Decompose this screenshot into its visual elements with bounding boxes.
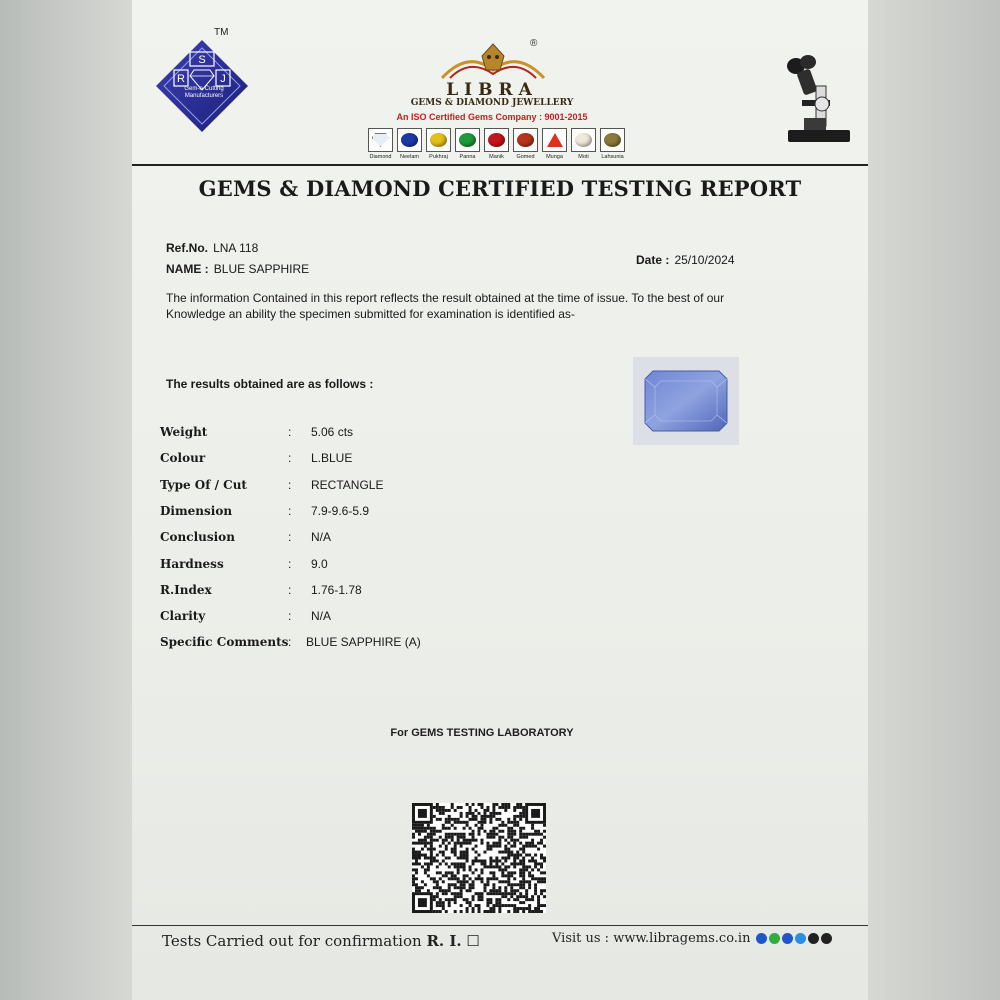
instagram-icon[interactable]	[821, 933, 832, 944]
field-value-colour: L.BLUE	[311, 451, 353, 465]
field-label-r-index: R.Index	[160, 583, 212, 597]
telegram-icon[interactable]	[795, 933, 806, 944]
field-colon: :	[288, 583, 292, 597]
diamond-icon	[368, 128, 393, 152]
gem-label: Lahsunia	[601, 154, 624, 160]
website-link[interactable]: Visit us : www.libragems.co.in	[552, 931, 751, 946]
certificate-page	[132, 0, 868, 1000]
background-right	[868, 0, 1000, 1000]
gem-panna	[455, 128, 480, 160]
field-colon: :	[288, 635, 292, 649]
registered-mark: ®	[530, 38, 538, 49]
lab-signature-label: For GEMS TESTING LABORATORY	[390, 727, 574, 739]
name-value: BLUE SAPPHIRE	[213, 262, 310, 276]
header-rule	[132, 164, 868, 166]
name-label: NAME :	[166, 262, 209, 276]
gem-label: Moti	[578, 154, 589, 160]
trademark-symbol: TM	[214, 27, 229, 38]
gem-diamond	[368, 128, 393, 160]
gem-gomed	[513, 128, 538, 160]
date-label: Date :	[636, 253, 670, 267]
footer-rule	[132, 925, 868, 926]
field-colon: :	[288, 478, 292, 492]
background-left	[0, 0, 132, 1000]
ref-value: LNA 118	[213, 241, 259, 255]
field-value-hardness: 9.0	[311, 557, 328, 571]
moti-icon	[571, 128, 596, 152]
libra-subtitle: GEMS & DIAMOND JEWELLERY	[410, 98, 574, 108]
gem-label: Gomed	[516, 154, 535, 160]
field-value-clarity: N/A	[311, 609, 332, 623]
field-label-conclusion: Conclusion	[160, 530, 235, 544]
panna-icon	[455, 128, 480, 152]
field-colon: :	[288, 425, 292, 439]
field-label-colour: Colour	[160, 451, 206, 465]
report-date	[636, 249, 735, 268]
gem-label: Neelam	[400, 154, 419, 160]
field-value-conclusion: N/A	[311, 530, 332, 544]
blue-sapphire-image	[643, 369, 729, 433]
gem-label: Munga	[546, 154, 563, 160]
field-label-clarity: Clarity	[160, 609, 206, 623]
gemstone-photo	[633, 357, 739, 445]
qr-code-icon[interactable]	[412, 803, 546, 913]
field-label-type-of-cut: Type Of / Cut	[160, 478, 247, 492]
gem-label: Diamond	[369, 154, 392, 160]
field-colon: :	[288, 451, 292, 465]
twitter-icon[interactable]	[782, 933, 793, 944]
field-colon: :	[288, 609, 292, 623]
field-value-dimension: 7.9-9.6-5.9	[311, 504, 370, 518]
facebook-icon[interactable]	[756, 933, 767, 944]
social-icons	[756, 933, 832, 944]
libra-brand-name: LIBRA	[446, 80, 538, 100]
gem-label: Pukhraj	[429, 154, 448, 160]
field-label-dimension: Dimension	[160, 504, 233, 518]
gem-moti	[571, 128, 596, 160]
field-label-hardness: Hardness	[160, 557, 224, 571]
gem-lahsunia	[600, 128, 625, 160]
results-heading: The results obtained are as follows :	[166, 377, 374, 391]
field-value-r-index: 1.76-1.78	[311, 583, 362, 597]
field-value-weight: 5.06 cts	[311, 425, 354, 439]
gomed-icon	[513, 128, 538, 152]
specimen-name	[166, 258, 309, 277]
gem-label: Panna	[459, 154, 476, 160]
gem-manik	[484, 128, 509, 160]
gem-neelam	[397, 128, 422, 160]
youtube-icon[interactable]	[808, 933, 819, 944]
field-label-weight: Weight	[160, 425, 208, 439]
field-colon: :	[288, 557, 292, 571]
srj-letter-s: S	[198, 54, 206, 66]
manik-icon	[484, 128, 509, 152]
field-colon: :	[288, 504, 292, 518]
srj-caption: Gem-n-Cutting Manufacturers	[184, 86, 224, 99]
intro-paragraph: The information Contained in this report reflects the result obtained at the time of issue. To the best of our Knowledge an ability the specimen submitted for examination is identified as-	[166, 291, 725, 321]
munga-icon	[542, 128, 567, 152]
srj-letter-j: J	[220, 73, 226, 85]
whatsapp-icon[interactable]	[769, 933, 780, 944]
gem-label: Manik	[489, 154, 504, 160]
checkbox-icon: ☐	[466, 932, 480, 950]
srj-letter-r: R	[177, 73, 185, 85]
iso-certification-text: An ISO Certified Gems Company : 9001-2015	[396, 112, 588, 122]
field-value-specific-comments: BLUE SAPPHIRE (A)	[306, 635, 421, 649]
field-colon: :	[288, 530, 292, 544]
field-value-type-of-cut: RECTANGLE	[311, 478, 384, 492]
footer-confirmation: Tests Carried out for confirmation R. I. ☐	[162, 932, 480, 950]
neelam-icon	[397, 128, 422, 152]
date-value: 25/10/2024	[674, 253, 735, 267]
ref-label: Ref.No.	[166, 241, 208, 255]
footer-website	[552, 931, 832, 946]
pukhraj-icon	[426, 128, 451, 152]
gemstone-strip	[368, 128, 625, 160]
gem-pukhraj	[426, 128, 451, 160]
lahsunia-icon	[600, 128, 625, 152]
gem-munga	[542, 128, 567, 160]
field-label-specific-comments: Specific Comments	[160, 635, 289, 649]
report-title: GEMS & DIAMOND CERTIFIED TESTING REPORT	[198, 176, 802, 201]
ref-number	[166, 237, 258, 256]
microscope-icon	[782, 52, 856, 148]
